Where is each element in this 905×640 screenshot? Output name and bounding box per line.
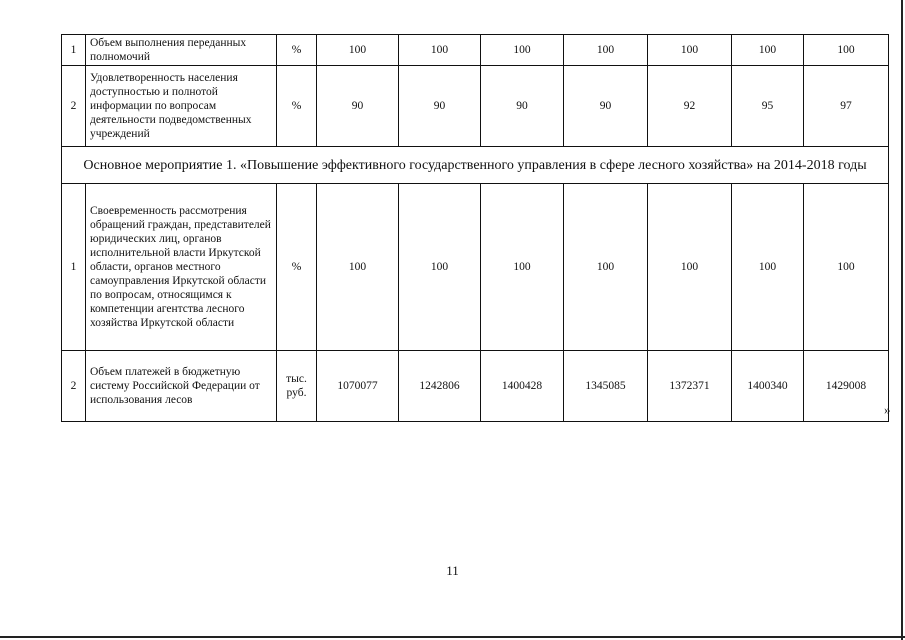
value-cell: 1242806 <box>399 351 481 422</box>
value-cell: 100 <box>732 184 804 351</box>
value-cell: 90 <box>399 66 481 147</box>
value-cell: 100 <box>481 184 564 351</box>
row-number: 2 <box>62 351 86 422</box>
table-row <box>62 66 889 147</box>
table-row <box>62 35 889 66</box>
value-cell: 90 <box>317 66 399 147</box>
row-number: 2 <box>62 66 86 147</box>
value-cell: 1070077 <box>317 351 399 422</box>
table-row <box>62 184 889 351</box>
value-cell: 100 <box>648 184 732 351</box>
indicator-name: Объем платежей в бюджетную систему Российской Федерации от использования лесов <box>86 351 277 422</box>
value-cell: 1345085 <box>564 351 648 422</box>
closing-quote: » <box>884 402 891 417</box>
table-row <box>62 351 889 422</box>
value-cell: 100 <box>564 184 648 351</box>
value-cell: 100 <box>481 35 564 66</box>
value-cell: 90 <box>481 66 564 147</box>
unit-cell: % <box>277 66 317 147</box>
section-row <box>62 147 889 184</box>
value-cell: 1400428 <box>481 351 564 422</box>
page-number: 11 <box>446 563 459 578</box>
indicator-name: Объем выполнения переданных полномочий <box>86 35 277 66</box>
value-cell: 100 <box>564 35 648 66</box>
indicator-name: Удовлетворенность населения доступностью и полнотой информации по вопросам деятельности подведомственных учреждений <box>86 66 277 147</box>
value-cell: 97 <box>804 66 889 147</box>
unit-cell: % <box>277 35 317 66</box>
value-cell: 100 <box>317 184 399 351</box>
value-cell: 95 <box>732 66 804 147</box>
value-cell: 100 <box>399 35 481 66</box>
indicator-name: Своевременность рассмотрения обращений граждан, представителей юридических лиц, органов исполнительной власти Иркутской области, органов местного самоуправления Иркутской области по вопросам, относящимся к компетенции агентства лесного хозяйства Иркутской области <box>86 184 277 351</box>
unit-cell: % <box>277 184 317 351</box>
unit-cell: тыс. руб. <box>277 351 317 422</box>
value-cell: 100 <box>804 35 889 66</box>
scan-edge-bottom <box>0 636 905 638</box>
value-cell: 90 <box>564 66 648 147</box>
value-cell: 100 <box>399 184 481 351</box>
row-number: 1 <box>62 35 86 66</box>
value-cell: 100 <box>732 35 804 66</box>
value-cell: 92 <box>648 66 732 147</box>
value-cell: 100 <box>804 184 889 351</box>
value-cell: 100 <box>317 35 399 66</box>
row-number: 1 <box>62 184 86 351</box>
value-cell: 1372371 <box>648 351 732 422</box>
value-cell: 1429008 <box>804 351 889 422</box>
scan-edge-right <box>901 0 903 640</box>
section-title: Основное мероприятие 1. «Повышение эффективного государственного управления в сфере лесного хозяйства» на 2014-2018 годы <box>62 147 889 184</box>
value-cell: 100 <box>648 35 732 66</box>
indicators-table <box>61 34 889 422</box>
value-cell: 1400340 <box>732 351 804 422</box>
